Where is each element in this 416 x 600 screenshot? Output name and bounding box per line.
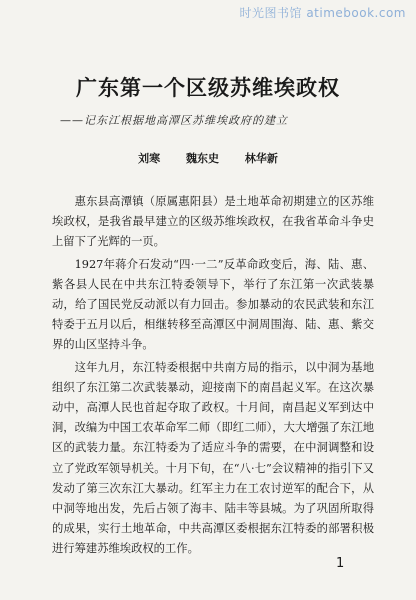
- article-body: [52, 192, 374, 562]
- authors: 刘寒 魏东史 林华新: [138, 152, 278, 165]
- watermark: 时光图书馆 atimebook.com: [239, 6, 406, 20]
- paragraph: 惠东县高潭镇（原属惠阳县）是土地革命初期建立的区苏维埃政权，是我省最早建立的区级苏维埃政权，在我省革命斗争史上留下了光辉的一页。: [52, 195, 374, 249]
- article-title: 广东第一个区级苏维埃政权: [76, 76, 340, 100]
- page-number: 1: [336, 556, 345, 571]
- paragraph: 这年九月，东江特委根据中共南方局的指示，以中洞为基地组织了东江第二次武装暴动，迎接南下的南昌起义军。在这次暴动中，高潭人民也首起夺取了政权。十月间，南昌起义军到达中洞，改编为中国工农革命军二师（即红二师），大大增强了东江地区的武装力量。东江特委为了适应斗争的需要，在中洞调整和设立了党政军领导机关。十月下旬，在“八·七”会议精神的指引下又发动了第三次东江大暴动。红军主力在工农讨逆军的配合下，从中洞等地出发，先后占领了海丰、陆丰等县城。为了巩固所取得的成果，实行土地革命，中共高潭区委根据东江特委的部署积极进行筹建苏维埃政权的工作。: [52, 360, 374, 556]
- article-subtitle: ——记东江根据地高潭区苏维埃政府的建立: [60, 114, 288, 127]
- paragraph: 1927年蒋介石发动“四·一二”反革命政变后，海、陆、惠、紫各县人民在中共东江特委领导下，举行了东江第一次武装暴动，给了国民党反动派以有力回击。参加暴动的农民武装和东江特委于五月以后，相继转移至高潭区中洞周围海、陆、惠、紫交界的山区坚持斗争。: [52, 257, 374, 352]
